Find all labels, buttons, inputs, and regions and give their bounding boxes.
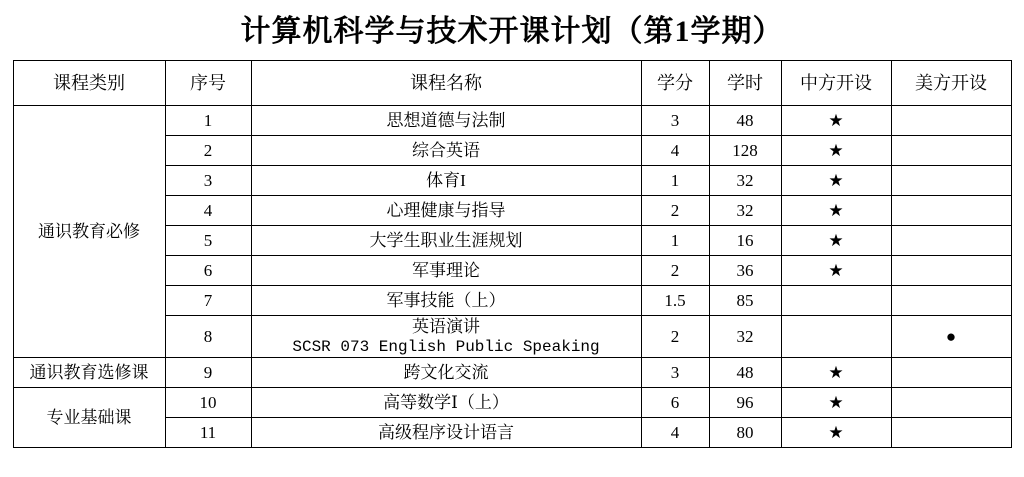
- row-course-name: 综合英语: [251, 136, 641, 166]
- row-us-mark: [891, 106, 1011, 136]
- row-no: 1: [165, 106, 251, 136]
- row-cn-mark: ★: [781, 136, 891, 166]
- row-hours: 80: [709, 418, 781, 448]
- table-header: [13, 61, 1011, 106]
- row-us-mark: [891, 256, 1011, 286]
- category-cell-elective-general: 通识教育选修课: [13, 358, 165, 388]
- row-cn-mark: ★: [781, 418, 891, 448]
- row-hours: 85: [709, 286, 781, 316]
- row-credits: 3: [641, 106, 709, 136]
- row-credits: 1.5: [641, 286, 709, 316]
- row-course-name-cn: 英语演讲: [412, 317, 480, 336]
- row-credits: 2: [641, 256, 709, 286]
- category-cell-required-general: 通识教育必修: [13, 106, 165, 358]
- column-header-cn-offered: 中方开设: [781, 61, 891, 106]
- row-no: 9: [165, 358, 251, 388]
- row-cn-mark: ★: [781, 226, 891, 256]
- row-cn-mark: ★: [781, 106, 891, 136]
- row-course-name-en: SCSR 073 English Public Speaking: [292, 338, 600, 357]
- row-us-mark: [891, 166, 1011, 196]
- row-no: 8: [165, 316, 251, 358]
- row-hours: 128: [709, 136, 781, 166]
- row-no: 10: [165, 388, 251, 418]
- column-header-credits: 学分: [641, 61, 709, 106]
- row-us-mark: [891, 388, 1011, 418]
- row-us-mark: [891, 358, 1011, 388]
- row-credits: 4: [641, 418, 709, 448]
- row-credits: 3: [641, 358, 709, 388]
- row-hours: 32: [709, 196, 781, 226]
- row-cn-mark: ★: [781, 358, 891, 388]
- column-header-us-offered: 美方开设: [891, 61, 1011, 106]
- row-course-name: 军事技能（上）: [251, 286, 641, 316]
- row-hours: 16: [709, 226, 781, 256]
- row-hours: 48: [709, 106, 781, 136]
- row-cn-mark: [781, 316, 891, 358]
- row-no: 4: [165, 196, 251, 226]
- row-us-mark: [891, 136, 1011, 166]
- row-us-mark: [891, 226, 1011, 256]
- table-body: [13, 106, 1011, 448]
- row-us-mark: [891, 196, 1011, 226]
- course-plan-table: [13, 60, 1012, 448]
- row-cn-mark: ★: [781, 196, 891, 226]
- row-hours: 36: [709, 256, 781, 286]
- row-course-name: 高等数学Ⅰ（上）: [251, 388, 641, 418]
- row-credits: 4: [641, 136, 709, 166]
- row-course-name: 思想道德与法制: [251, 106, 641, 136]
- row-course-name: 跨文化交流: [251, 358, 641, 388]
- row-course-name: 高级程序设计语言: [251, 418, 641, 448]
- row-credits: 1: [641, 226, 709, 256]
- row-hours: 48: [709, 358, 781, 388]
- row-course-name: 军事理论: [251, 256, 641, 286]
- row-credits: 2: [641, 196, 709, 226]
- column-header-category: 课程类别: [13, 61, 165, 106]
- row-us-mark: ●: [891, 316, 1011, 358]
- row-hours: 32: [709, 316, 781, 358]
- row-no: 6: [165, 256, 251, 286]
- row-course-name: 大学生职业生涯规划: [251, 226, 641, 256]
- row-cn-mark: ★: [781, 388, 891, 418]
- column-header-no: 序号: [165, 61, 251, 106]
- table-row: [13, 358, 1011, 388]
- row-us-mark: [891, 418, 1011, 448]
- row-no: 2: [165, 136, 251, 166]
- row-credits: 2: [641, 316, 709, 358]
- row-hours: 32: [709, 166, 781, 196]
- row-us-mark: [891, 286, 1011, 316]
- row-cn-mark: [781, 286, 891, 316]
- row-no: 3: [165, 166, 251, 196]
- row-credits: 6: [641, 388, 709, 418]
- row-hours: 96: [709, 388, 781, 418]
- table-header-row: [13, 61, 1011, 106]
- row-course-name: [251, 316, 641, 358]
- category-cell-major-basic: 专业基础课: [13, 388, 165, 448]
- column-header-name: 课程名称: [251, 61, 641, 106]
- row-course-name: 体育I: [251, 166, 641, 196]
- row-cn-mark: ★: [781, 256, 891, 286]
- row-no: 7: [165, 286, 251, 316]
- table-row: [13, 106, 1011, 136]
- table-row: [13, 388, 1011, 418]
- row-no: 5: [165, 226, 251, 256]
- column-header-hours: 学时: [709, 61, 781, 106]
- row-cn-mark: ★: [781, 166, 891, 196]
- row-no: 11: [165, 418, 251, 448]
- page-title: 计算机科学与技术开课计划（第1学期）: [240, 15, 784, 48]
- row-credits: 1: [641, 166, 709, 196]
- row-course-name: 心理健康与指导: [251, 196, 641, 226]
